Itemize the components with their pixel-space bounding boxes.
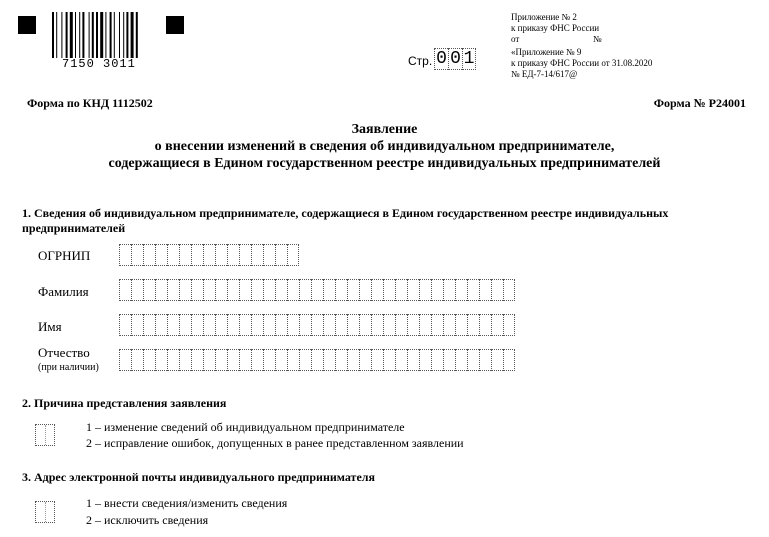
char-cell[interactable] [239,244,251,266]
char-cell[interactable] [431,279,443,301]
char-cell[interactable] [431,314,443,336]
char-cell[interactable] [155,244,167,266]
char-cell[interactable] [299,279,311,301]
appendix-addition-line: к приказу ФНС России от 31.08.2020 [511,58,653,68]
section2-heading: 2. Причина представления заявления [22,396,227,410]
barcode-digits: 7150 3011 [62,57,136,71]
char-cell[interactable] [287,279,299,301]
title-line: содержащиеся в Едином государственном реестре индивидуальных предпринимателей [108,156,661,171]
char-cell[interactable] [251,244,263,266]
char-cell[interactable] [299,349,311,371]
appendix-note [511,12,652,80]
char-cell[interactable] [443,314,455,336]
barcode-bar [123,12,124,58]
char-cell[interactable] [215,279,227,301]
char-cell[interactable] [467,314,479,336]
char-cell[interactable] [359,314,371,336]
char-cell[interactable] [251,279,263,301]
barcode-bar [100,12,103,58]
char-cell[interactable] [251,349,263,371]
char-cell[interactable] [203,244,215,266]
corner-mark-left [18,16,36,34]
char-cell[interactable] [383,314,395,336]
form-number: Форма № Р24001 [653,96,746,110]
corner-mark-right [166,16,184,34]
char-cell[interactable] [227,349,239,371]
char-cell[interactable] [179,349,191,371]
barcode-bar [82,12,84,58]
char-cell[interactable] [119,349,131,371]
title-line: Заявление [351,122,418,137]
char-cell[interactable] [155,279,167,301]
char-cell[interactable] [155,349,167,371]
char-cell[interactable] [419,349,431,371]
char-cell[interactable] [383,279,395,301]
char-cell[interactable] [191,244,203,266]
barcode-bar [70,12,73,58]
section1-heading [22,206,752,236]
char-cell[interactable] [263,314,275,336]
char-cell[interactable] [275,314,287,336]
char-cell[interactable] [263,349,275,371]
char-cell[interactable] [359,279,371,301]
char-cell[interactable] [239,279,251,301]
char-cell[interactable] [491,279,503,301]
char-cell[interactable] [443,349,455,371]
char-cell[interactable] [371,279,383,301]
reason-option-1: 1 – изменение сведений об индивидуальном предпринимателе [86,420,405,434]
char-cell[interactable] [503,279,515,301]
char-cell[interactable] [431,349,443,371]
char-cell[interactable] [143,244,155,266]
char-cell[interactable] [179,314,191,336]
char-cell[interactable] [407,349,419,371]
char-cell[interactable] [131,244,143,266]
char-cell[interactable] [455,314,467,336]
char-cell[interactable] [299,314,311,336]
char-cell[interactable] [227,279,239,301]
char-cell[interactable] [395,279,407,301]
char-cell[interactable] [479,314,491,336]
char-cell[interactable] [275,244,287,266]
barcode-bar [79,12,80,58]
char-cell[interactable] [311,279,323,301]
char-cell[interactable] [347,349,359,371]
barcode-bar [66,12,68,58]
char-cell[interactable] [215,349,227,371]
char-cell[interactable] [179,279,191,301]
char-cell[interactable] [491,314,503,336]
char-cell[interactable] [323,314,335,336]
char-cell[interactable] [155,314,167,336]
barcode-bar [136,12,138,58]
char-cell[interactable] [347,314,359,336]
char-cell[interactable] [227,314,239,336]
char-cell[interactable] [383,349,395,371]
char-cell[interactable] [395,349,407,371]
barcode-bar [92,12,94,58]
email-option-2: 2 – исключить сведения [86,513,209,527]
appendix-line: к приказу ФНС России [511,23,600,33]
char-cell[interactable] [143,349,155,371]
char-cell[interactable] [131,349,143,371]
char-cell[interactable] [143,279,155,301]
char-cell[interactable] [203,279,215,301]
char-cell[interactable] [179,244,191,266]
appendix-line: Приложение № 2 [511,12,577,22]
char-cell[interactable] [455,349,467,371]
form-knd: Форма по КНД 1112502 [27,96,153,110]
char-cell[interactable] [419,279,431,301]
appendix-addition-line: № ЕД-7-14/617@ [511,69,578,79]
char-cell[interactable] [407,279,419,301]
char-cell[interactable] [419,314,431,336]
section1-heading-line: предпринимателей [22,221,126,235]
char-cell[interactable] [335,314,347,336]
title-line: о внесении изменений в сведения об индивидуальном предпринимателе, [154,139,615,154]
char-cell[interactable] [239,349,251,371]
page-number-field[interactable] [434,48,476,70]
char-cell[interactable] [359,349,371,371]
char-cell[interactable] [275,279,287,301]
char-cell[interactable] [335,279,347,301]
reason-code-box[interactable] [35,424,55,446]
char-cell[interactable] [143,314,155,336]
name-label: Имя [38,319,62,334]
char-cell[interactable] [251,314,263,336]
barcode-bar [52,12,54,58]
barcode [52,12,162,58]
form-title [0,121,769,172]
char-cell[interactable] [311,349,323,371]
barcode-bar [131,12,134,58]
char-cell[interactable] [167,279,179,301]
char-cell[interactable] [131,314,143,336]
char-cell[interactable] [287,244,299,266]
section1-heading-line: 1. Сведения об индивидуальном предпринимателе, содержащиеся в Едином государственном реестре индивидуальных [22,206,669,220]
char-cell[interactable] [191,314,203,336]
char-cell[interactable] [491,349,503,371]
surname-field[interactable] [119,279,515,301]
char-cell[interactable] [467,349,479,371]
barcode-bar [119,12,120,58]
patronymic-field[interactable] [119,349,515,371]
char-cell[interactable] [323,279,335,301]
char-cell[interactable] [263,244,275,266]
ogrnip-field[interactable] [119,244,299,266]
email-code-box[interactable] [35,501,55,523]
char-cell[interactable] [191,349,203,371]
barcode-bar [114,12,115,58]
patronymic-label: Отчество [38,345,90,360]
page-digit: 0 [434,48,448,70]
char-cell[interactable] [167,314,179,336]
char-cell[interactable] [455,279,467,301]
char-cell[interactable] [227,244,239,266]
char-cell[interactable] [503,349,515,371]
appendix-addition-line: «Приложение № 9 [511,47,582,57]
char-cell[interactable] [203,349,215,371]
barcode-bar [75,12,76,58]
barcode-bar [61,12,62,58]
appendix-number-label: № [593,34,602,44]
barcode-bar [110,12,112,58]
barcode-bar [96,12,98,58]
char-cell[interactable] [323,349,335,371]
char-cell[interactable] [479,279,491,301]
char-cell[interactable] [203,314,215,336]
char-cell[interactable] [479,349,491,371]
char-cell[interactable] [119,279,131,301]
barcode-bar [126,12,128,58]
char-cell[interactable] [503,314,515,336]
barcode-bar [89,12,90,58]
char-cell[interactable] [167,244,179,266]
char-cell[interactable] [467,279,479,301]
char-cell[interactable] [395,314,407,336]
surname-label: Фамилия [38,284,89,299]
ogrnip-label: ОГРНИП [38,248,91,263]
char-cell[interactable] [275,349,287,371]
char-cell[interactable] [347,279,359,301]
barcode-bar [105,12,106,58]
char-cell[interactable] [215,314,227,336]
char-cell[interactable] [371,314,383,336]
section3-heading: 3. Адрес электронной почты индивидуального предпринимателя [22,470,375,484]
reason-option-2: 2 – исправление ошибок, допущенных в ранее представленном заявлении [86,436,464,450]
page-digit: 1 [463,49,475,69]
char-cell[interactable] [119,244,131,266]
char-cell[interactable] [287,314,299,336]
name-field[interactable] [119,314,515,336]
char-cell[interactable] [167,349,179,371]
char-cell[interactable] [215,244,227,266]
char-cell[interactable] [119,314,131,336]
char-cell[interactable] [443,279,455,301]
email-option-1: 1 – внести сведения/изменить сведения [86,496,288,510]
barcode-bar [56,12,57,58]
char-cell[interactable] [287,349,299,371]
char-cell[interactable] [371,349,383,371]
page-label: Стр. [408,54,433,68]
char-cell[interactable] [131,279,143,301]
patronymic-note: (при наличии) [38,362,99,373]
char-cell[interactable] [311,314,323,336]
char-cell[interactable] [335,349,347,371]
char-cell[interactable] [191,279,203,301]
char-cell[interactable] [263,279,275,301]
char-cell[interactable] [239,314,251,336]
char-cell[interactable] [407,314,419,336]
appendix-date-label: от [511,34,520,44]
page-digit: 0 [448,48,462,70]
